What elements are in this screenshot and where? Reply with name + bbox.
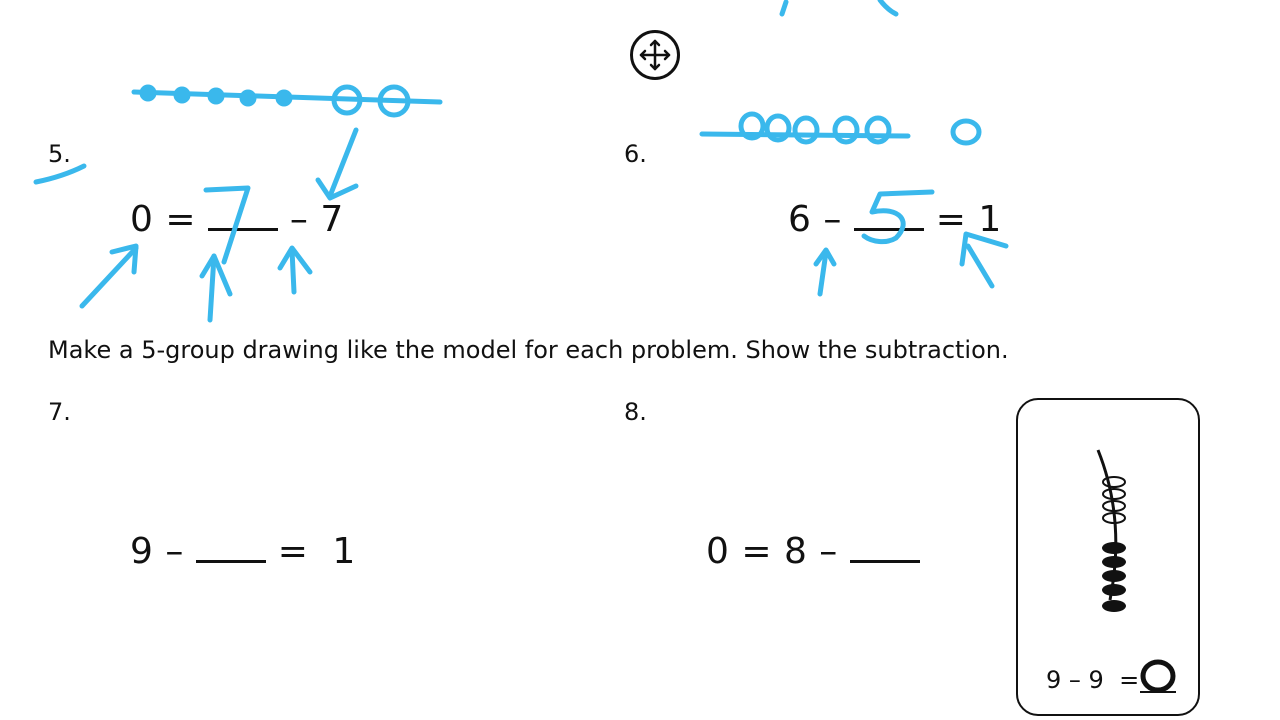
ink-circle: [334, 87, 360, 113]
problem-8-blank[interactable]: [850, 530, 920, 563]
problem-8-left: 0 = 8 –: [706, 531, 838, 572]
ink-arrow-head: [202, 256, 230, 294]
ink-arrow: [82, 248, 136, 306]
ink-stroke: [880, 0, 896, 14]
problem-6-equation: [788, 198, 1002, 240]
problem-7-equation: [130, 530, 356, 572]
problem-7-left: 9 –: [130, 531, 184, 572]
ink-dot: [242, 92, 254, 104]
model-equals: =: [1119, 666, 1140, 694]
problem-7-number: 7.: [48, 398, 71, 426]
ink-stroke: [782, 2, 786, 14]
ink-dot: [210, 90, 222, 102]
ink-circle: [835, 118, 857, 142]
problem-5-operand: – 7: [289, 199, 344, 240]
problem-7-blank[interactable]: [196, 530, 266, 563]
model-equation-left: 9 – 9: [1046, 666, 1104, 694]
ink-arrow-head: [112, 246, 136, 272]
ink-arrow: [210, 256, 214, 320]
problem-5-blank[interactable]: [208, 198, 278, 231]
ink-line-p6: [702, 134, 908, 136]
ink-arrow: [330, 130, 356, 196]
problem-8-equation: [706, 530, 920, 572]
problem-5-equation: [130, 198, 344, 240]
ink-arrow-head: [816, 250, 834, 264]
ink-circle: [795, 118, 817, 142]
move-arrows-icon: [637, 37, 673, 73]
model-card: [1016, 398, 1200, 716]
problem-6-right: = 1: [935, 199, 1002, 240]
ink-dot: [142, 87, 154, 99]
ink-arrow: [968, 246, 992, 286]
ink-dot: [278, 92, 290, 104]
problem-6-number: 6.: [624, 140, 647, 168]
problem-5-number: 5.: [48, 140, 71, 168]
problem-6-left: 6 –: [788, 199, 842, 240]
model-equation: [1046, 666, 1139, 694]
ink-circle: [767, 116, 789, 140]
problem-6-blank[interactable]: [854, 198, 924, 231]
problem-7-right: = 1: [277, 531, 356, 572]
ink-arrow-head: [318, 180, 356, 198]
ink-circle: [953, 121, 979, 143]
problem-8-number: 8.: [624, 398, 647, 426]
ink-stroke: [36, 166, 84, 182]
ink-arrow: [820, 252, 826, 294]
ink-dot: [176, 89, 188, 101]
ink-arrow: [292, 250, 294, 292]
ink-circle: [741, 114, 763, 138]
problem-5-left: 0 =: [130, 199, 197, 240]
ink-arrow-head: [280, 248, 310, 272]
ink-line-p5: [134, 92, 440, 102]
ink-circle: [380, 87, 408, 115]
move-handle-button[interactable]: [630, 30, 680, 80]
instruction-text: Make a 5-group drawing like the model for each problem. Show the subtraction.: [48, 336, 1009, 364]
ink-circle: [867, 118, 889, 142]
